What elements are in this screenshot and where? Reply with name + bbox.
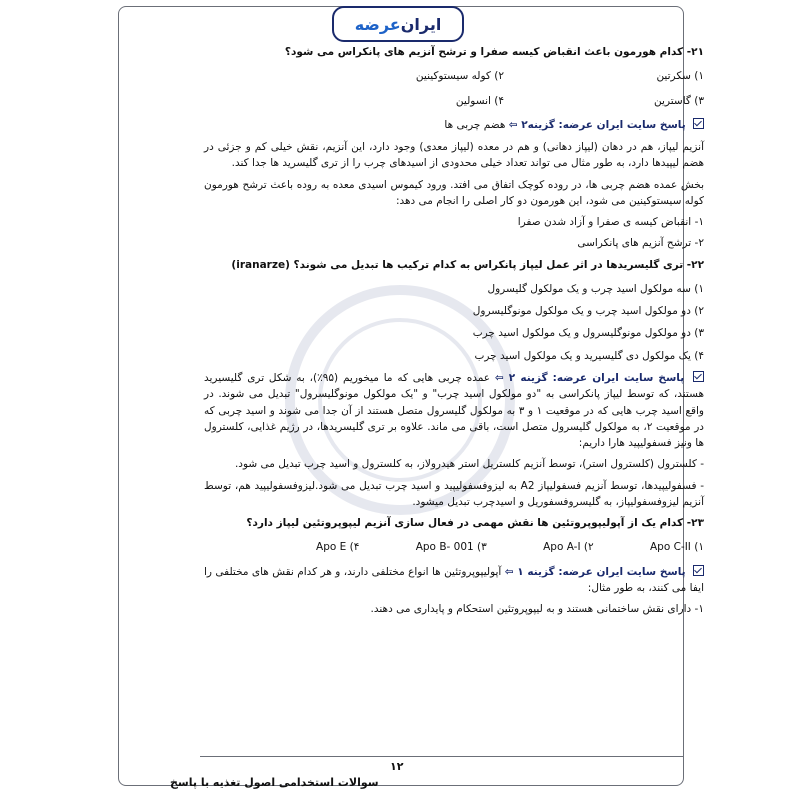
page-number: ۱۲ — [390, 760, 404, 773]
q23-option-3: ۳) Apo B- 001 — [415, 541, 487, 554]
checkbox-icon — [693, 565, 704, 576]
q23-answer — [204, 564, 704, 597]
footer-divider — [200, 756, 684, 757]
q21-option-1: ۱) سکرتین — [656, 70, 704, 83]
q21-option-3: ۳) گاسترین — [654, 94, 704, 107]
q21-paragraph-2: بخش عمده هضم چربی ها، در روده کوچک اتفاق می افتد. ورود کیموس اسیدی معده به روده باعث ترشح هورمون کوله سیستوکینین می شود، این هورمون دو کار اصلی را انجام می دهد: — [204, 178, 704, 207]
q22-option-1: ۱) سه مولکول اسید چرب و یک مولکول گلیسرول — [487, 282, 704, 295]
q21-option-2: ۲) کوله سیستوکینین — [415, 70, 504, 83]
q23-answer-label: پاسخ سایت ایران عرضه: گزینه ۱ ⇦ — [504, 565, 686, 578]
q21-option-4: ۴) انسولین — [455, 94, 504, 107]
q21-answer-label: پاسخ سایت ایران عرضه: گزینه۲ ⇦ — [508, 118, 686, 131]
q22-option-3: ۳) دو مولکول مونوگلیسرول و یک مولکول اسید چرب — [472, 327, 704, 340]
q22-option-4: ۴) یک مولکول دی گلیسیرید و یک مولکول اسید چرب — [474, 349, 704, 362]
checkbox-icon — [693, 118, 704, 129]
q22-paragraph-1: - کلسترول (کلسترول استر)، توسط آنزیم کلستریل استر هیدرولاز، به کلسترول و اسید چرب تبدیل می شود. — [234, 458, 704, 471]
q23-paragraph-1: ۱- دارای نقش ساختمانی هستند و به لیپوپروتئین استحکام و پایداری می دهند. — [370, 603, 704, 616]
q21-options-row-1 — [204, 68, 704, 84]
q23-options-row — [204, 539, 704, 555]
checkbox-icon — [693, 371, 704, 382]
q22-option-2: ۲) دو مولکول اسید چرب و یک مولکول مونوگلیسرول — [472, 305, 704, 318]
question-22: ۲۲- تری گلیسریدها در اثر عمل لیپاز پانکراس به کدام ترکیب ها تبدیل می شوند؟ (iranarze) — [231, 258, 704, 271]
q22-answer — [204, 370, 704, 451]
footer-title: سوالات استخدامی اصول تغذیه با پاسخ — [170, 776, 379, 789]
q21-paragraph-3: ۱- انقباض کیسه ی صفرا و آزاد شدن صفرا — [517, 216, 704, 229]
q23-option-2: ۲) Apo A-I — [543, 541, 594, 554]
question-23: ۲۳- کدام یک از آپولیپوپروتئین ها نقش مهمی در فعال سازی آنزیم لیپوپروتئین لیپاز دارد؟ — [246, 517, 704, 530]
q22-answer-label: پاسخ سایت ایران عرضه: گزینه ۲ ⇦ — [494, 371, 685, 384]
question-21: ۲۱- کدام هورمون باعث انقباض کیسه صفرا و ترشح آنزیم های پانکراس می شود؟ — [284, 46, 704, 58]
q22-answer-text: عمده چربی هایی که ما میخوریم (۹۵٪)، به شکل تری گلیسیرید هستند، که توسط لیپاز پانکراسی به "دو مولکول اسید چرب" و "یک مولکول مونوگلیسرول" تبدیل می شوند. در واقع اسید چرب هایی که در موقعیت ۱ و ۳ به مولکول گلیسرول متصل هستند از آن جدا می شوند و اسید چربی که در موقعیت ۲، به مولکول گلیسرول متصل است، باقی می ماند. علاوه بر تری گلیسریدها، در رژیم غذایی، کلسترول ها ونیز فسفولیپید هارا داریم: — [204, 371, 704, 450]
document-body — [204, 44, 704, 622]
q21-answer-text: هضم چربی ها — [444, 118, 506, 131]
q23-option-4: ۴) Apo E — [316, 541, 360, 554]
logo-main-text: ایران — [400, 14, 442, 34]
q23-option-1: ۱) Apo C-II — [649, 541, 704, 554]
q21-answer — [204, 117, 704, 133]
q21-paragraph-4: ۲- ترشح آنزیم های پانکراسی — [577, 237, 704, 250]
q22-paragraph-2: - فسفولیپیدها، توسط آنزیم فسفولیپاز A2 به لیزوفسفولیپید و اسید چرب تبدیل می شود.لیزوفسفولیپید هم، توسط آنزیم لیزوفسفولیپاز، به گلیسروفسفوریل و اسیدچرب تبدیل میشود. — [204, 479, 704, 508]
brand-logo — [332, 6, 464, 42]
q21-paragraph-1: آنزیم لیپاز، هم در دهان (لیپاز دهانی) و هم در معده (لیپاز معدی) وجود دارد، این آنزیم، نقش خیلی کم و جزئی در هضم لیپیدها دارد، به طور مثال می تواند تعداد خیلی محدودی از اسیدهای چرب را از تری گلیسرید ها جدا کند. — [204, 141, 704, 170]
q23-answer-text: آپولیپوپروتئین ها انواع مختلفی دارند، و هر کدام نقش های مختلفی را ایفا می کنند، به طور مثال: — [204, 565, 704, 594]
q21-options-row-2 — [204, 93, 704, 109]
logo-accent-text: عرضه — [354, 14, 401, 34]
